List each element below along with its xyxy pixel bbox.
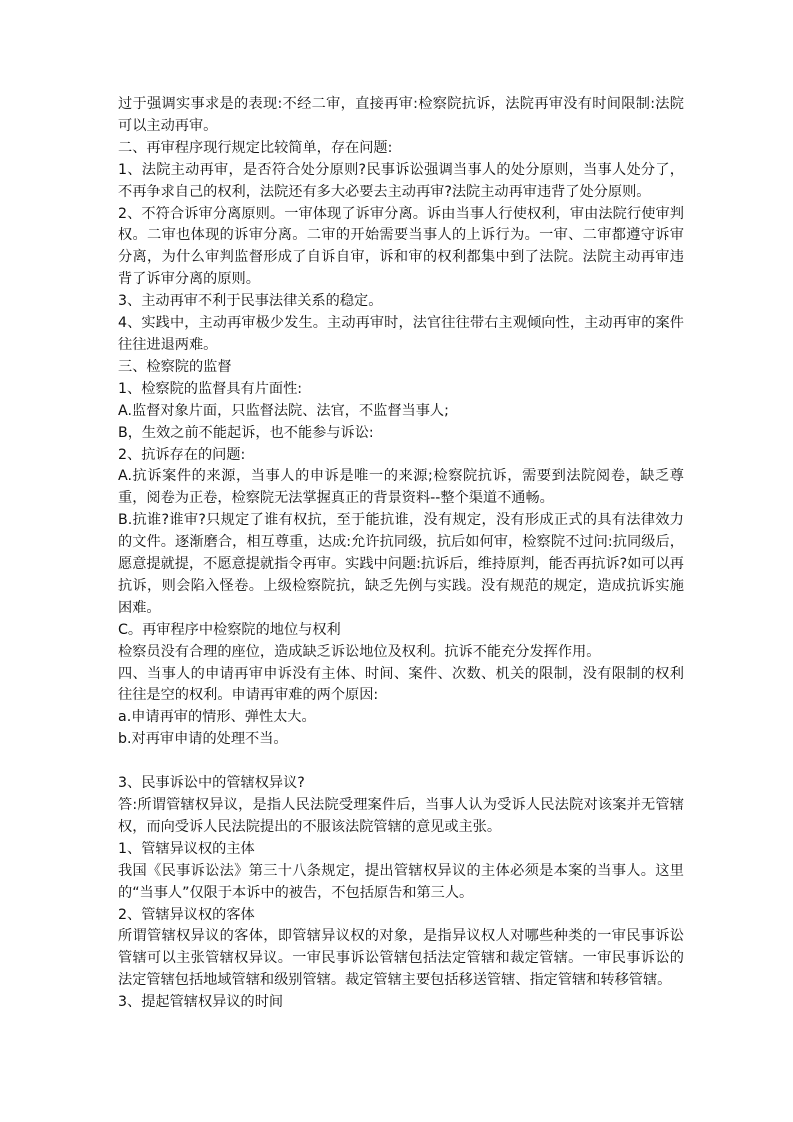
paragraph: 2、抗诉存在的问题: (118, 446, 246, 463)
blank-line (118, 751, 684, 773)
paragraph: 2、不符合诉审分离原则。一审体现了诉审分离。诉由当事人行使权利，审由法院行使审判权。二审也体现的诉审分离。二审的开始需要当事人的上诉行为。一审、二审都遵守诉审分离，为什么审判监督形成了自诉自审，诉和审的权利都集中到了法院。法院主动再审违背了诉审分离的原则。 (118, 205, 684, 288)
document-body (118, 94, 684, 1014)
paragraph: 所谓管辖权异议的客体，即管辖异议权的对象，是指异议权人对哪些种类的一审民事诉讼管辖可以主张管辖权异议。一审民事诉讼管辖包括法定管辖和裁定管辖。一审民事诉讼的法定管辖包括地域管辖和级别管辖。裁定管辖主要包括移送管辖、指定管辖和转移管辖。 (118, 928, 684, 989)
section-heading: 二、再审程序现行规定比较简单，存在问题: (118, 139, 393, 156)
paragraph: A.监督对象片面，只监督法院、法官，不监督当事人; (118, 402, 449, 419)
section-heading: 三、检察院的监督 (118, 358, 232, 375)
paragraph: C。再审程序中检察院的地位与权利 (118, 621, 341, 638)
paragraph: 1、检察院的监督具有片面性: (118, 380, 303, 397)
paragraph: 检察员没有合理的座位，造成缺乏诉讼地位及权利。抗诉不能充分发挥作用。 (118, 643, 601, 660)
paragraph: b.对再审申请的处理不当。 (118, 731, 288, 748)
section-heading: 四、当事人的申请再审申诉没有主体、时间、案件、次数、机关的限制，没有限制的权利往往是空的权利。申请再审难的两个原因: (118, 665, 684, 704)
paragraph: a.申请再审的情形、弹性太大。 (118, 709, 316, 726)
paragraph: 4、实践中，主动再审极少发生。主动再审时，法官往往带右主观倾向性，主动再审的案件往往进退两难。 (118, 315, 684, 353)
paragraph: 1、法院主动再审，是否符合处分原则?民事诉讼强调当事人的处分原则，当事人处分了，不再争求自己的权利，法院还有多大必要去主动再审?法院主动再审违背了处分原则。 (118, 161, 684, 200)
subsection-heading: 3、提起管辖权异议的时间 (118, 994, 284, 1011)
paragraph: 过于强调实事求是的表现:不经二审，直接再审:检察院抗诉，法院再审没有时间限制:法院可以主动再审。 (118, 96, 684, 134)
question-heading: 3、民事诉讼中的管辖权异议? (118, 775, 305, 792)
paragraph: B.抗谁?谁审?只规定了谁有权抗，至于能抗谁，没有规定，没有形成正式的具有法律效力的文件。逐渐磨合，相互尊重，达成:允许抗同级，抗后如何审，检察院不过问:抗同级后，愿意提就提，不愿意提就指令再审。实践中问题:抗诉后，维持原判，能否再抗诉?如可以再抗诉，则会陷入怪卷。上级检察院抗，缺乏先例与实践。没有规范的规定，造成抗诉实施困难。 (118, 512, 684, 616)
paragraph: A.抗诉案件的来源，当事人的申诉是唯一的来源;检察院抗诉，需要到法院阅卷，缺乏尊重，阅卷为正卷，检察院无法掌握真正的背景资料--整个渠道不通畅。 (118, 468, 684, 507)
subsection-heading: 1、管辖异议权的主体 (118, 840, 255, 857)
paragraph: 3、主动再审不利于民事法律关系的稳定。 (118, 293, 383, 310)
paragraph: 我国《民事诉讼法》第三十八条规定，提出管辖权异议的主体必须是本案的当事人。这里的“当事人”仅限于本诉中的被告，不包括原告和第三人。 (118, 862, 684, 901)
answer-paragraph: 答:所谓管辖权异议，是指人民法院受理案件后，当事人认为受诉人民法院对该案并无管辖权，而向受诉人民法院提出的不服该法院管辖的意见或主张。 (118, 796, 684, 835)
paragraph: B，生效之前不能起诉，也不能参与诉讼: (118, 424, 374, 441)
subsection-heading: 2、管辖异议权的客体 (118, 906, 255, 923)
